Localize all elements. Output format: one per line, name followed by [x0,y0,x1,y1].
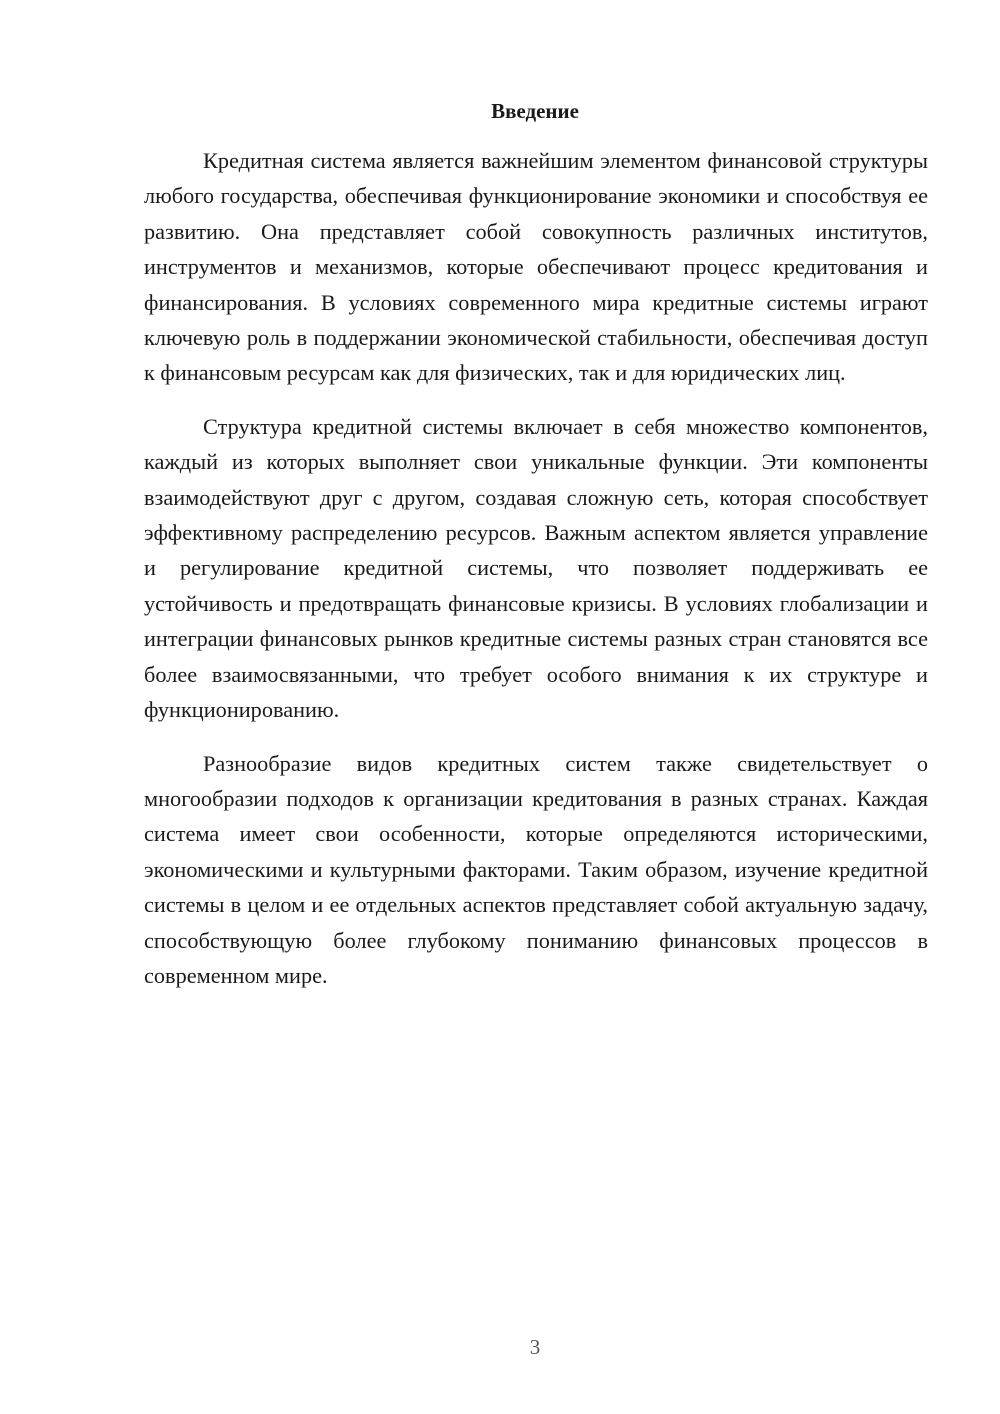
document-body [144,143,928,1011]
paragraph-3: Разнообразие видов кредитных систем также свидетельствует о многообразии подходов к организации кредитования в разных странах. Каждая система имеет свои особенности, которые определяются историческими, экономическими и культурными факторами. Таким образом, изучение кредитной системы в целом и ее отдельных аспектов представляет собой актуальную задачу, способствующую более глубокому пониманию финансовых процессов в современном мире. [144,750,928,988]
paragraph-2: Структура кредитной системы включает в себя множество компонентов, каждый из которых выполняет свои уникальные функции. Эти компоненты взаимодействуют друг с другом, создавая сложную сеть, которая способствует эффективному распределению ресурсов. Важным аспектом является управление и регулирование кредитной системы, что позволяет поддерживать ее устойчивость и предотвращать финансовые кризисы. В условиях глобализации и интеграции финансовых рынков кредитные системы разных стран становятся все более взаимосвязанными, что требует особого внимания к их структуре и функционированию. [144,413,928,723]
paragraph-1: Кредитная система является важнейшим элементом финансовой структуры любого государства, обеспечивая функционирование экономики и способствуя ее развитию. Она представляет собой совокупность различных институтов, инструментов и механизмов, которые обеспечивают процесс кредитования и финансирования. В условиях современного мира кредитные системы играют ключевую роль в поддержании экономической стабильности, обеспечивая доступ к финансовым ресурсам как для физических, так и для юридических лиц. [144,148,928,386]
page-title: Введение [491,99,579,123]
page-number: 3 [529,1335,541,1359]
